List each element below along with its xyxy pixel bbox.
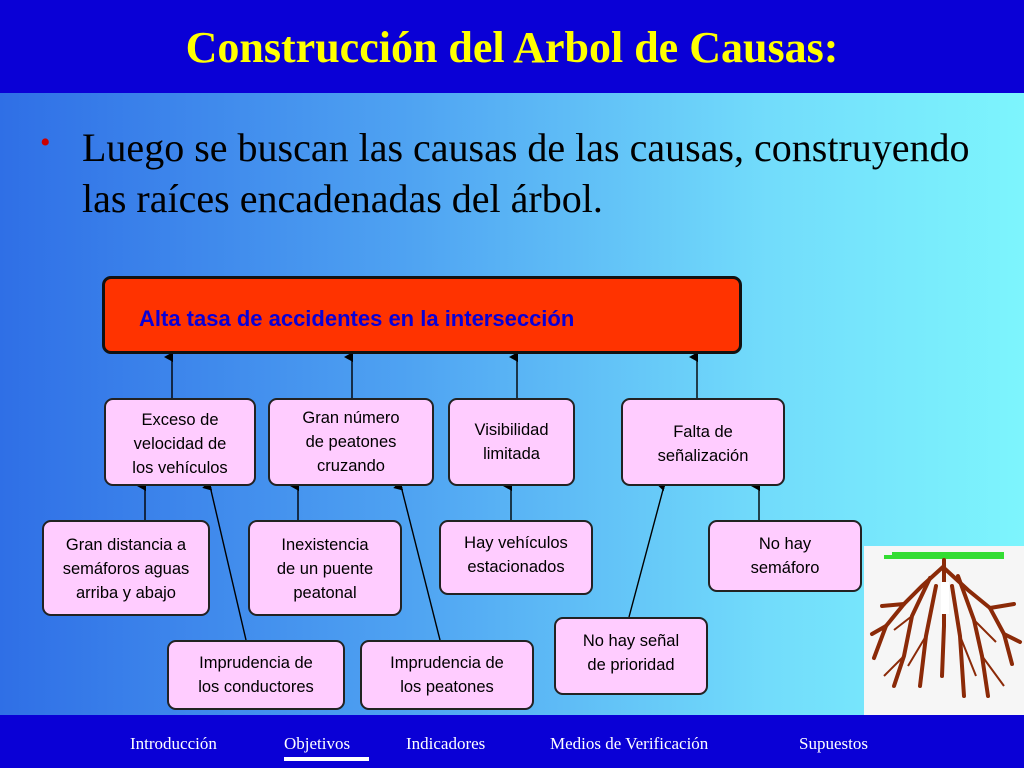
nav-active-indicator (284, 757, 369, 761)
tree-roots-icon (864, 546, 1024, 716)
nav-introduccion[interactable]: Introducción (130, 734, 217, 753)
node-line: señalización (657, 447, 749, 465)
node-line: Visibilidad (474, 421, 549, 439)
node-line: velocidad de (133, 435, 227, 453)
subcause-senal-prioridad (554, 617, 708, 695)
node-line: estacionados (467, 558, 565, 576)
node-line: los peatones (400, 678, 494, 696)
node-line: Exceso de (141, 411, 219, 429)
nav-medios-verificacion[interactable]: Medios de Verificación (550, 734, 709, 753)
node-line: No hay (758, 535, 812, 553)
node-line: semáforo (750, 559, 820, 577)
nav-objetivos[interactable]: Objetivos (284, 734, 351, 753)
node-line: Hay vehículos (464, 534, 568, 552)
nav-supuestos[interactable]: Supuestos (799, 734, 868, 753)
node-line: de peatones (305, 433, 397, 451)
subcause-vehiculos-estacionados (439, 520, 593, 595)
node-line: limitada (483, 445, 540, 463)
node-line: Inexistencia (281, 536, 369, 554)
node-line: Gran distancia a (65, 536, 187, 554)
slide-title: Construcción del Arbol de Causas: (185, 23, 839, 72)
bullet-icon: • (40, 126, 51, 159)
bullet-text: Luego se buscan las causas de las causas, construyendo las raíces encadenadas del árbol. (82, 125, 970, 221)
node-line: los conductores (198, 678, 314, 696)
arrow-imppeatones-peatones (401, 486, 440, 640)
node-line: de prioridad (587, 656, 675, 674)
arrow-prioridad-senalizacion (629, 486, 664, 617)
effect-box: Alta tasa de accidentes en la intersección (102, 276, 742, 354)
node-line: arriba y abajo (76, 584, 176, 602)
node-line: No hay señal (582, 632, 680, 650)
node-line: Gran número (302, 409, 400, 427)
subcause-no-semaforo (708, 520, 862, 592)
subcause-imprudencia-peatones (360, 640, 534, 710)
subcause-imprudencia-conductores (167, 640, 345, 710)
cause-senalizacion (621, 398, 785, 486)
cause-visibilidad (448, 398, 575, 486)
node-line: Imprudencia de (199, 654, 313, 672)
cause-exceso-velocidad (104, 398, 256, 486)
node-line: de un puente (276, 560, 374, 578)
node-line: peatonal (293, 584, 357, 602)
arrow-conductores-exceso (210, 486, 246, 640)
subcause-puente-peatonal (248, 520, 402, 616)
subcause-distancia-semaforos (42, 520, 210, 616)
node-line: Falta de (673, 423, 733, 441)
node-line: semáforos aguas (62, 560, 190, 578)
node-line: cruzando (317, 457, 385, 475)
nav-indicadores[interactable]: Indicadores (406, 734, 486, 753)
bottom-nav (0, 716, 1024, 768)
node-line: los vehículos (132, 459, 228, 477)
node-line: Imprudencia de (390, 654, 504, 672)
cause-numero-peatones (268, 398, 434, 486)
